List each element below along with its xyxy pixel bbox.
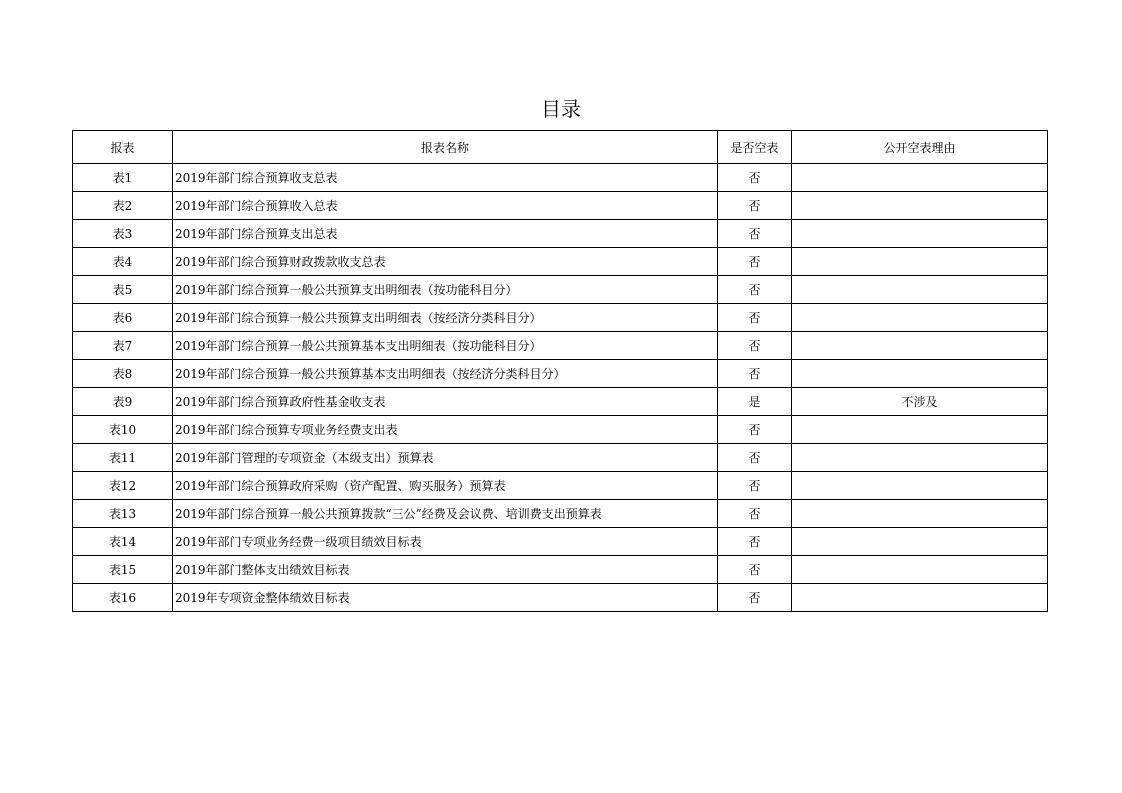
report-name-cell: 2019年专项资金整体绩效目标表 [173, 584, 718, 612]
reason-cell [792, 304, 1048, 332]
reason-cell [792, 584, 1048, 612]
report-id-cell: 表1 [73, 164, 173, 192]
is-empty-cell: 否 [718, 360, 792, 388]
header-reason: 公开空表理由 [792, 131, 1048, 164]
report-name-cell: 2019年部门整体支出绩效目标表 [173, 556, 718, 584]
table-row [73, 444, 1048, 472]
report-name-cell: 2019年部门综合预算收支总表 [173, 164, 718, 192]
report-name-cell: 2019年部门综合预算专项业务经费支出表 [173, 416, 718, 444]
table-row [73, 416, 1048, 444]
table-row [73, 164, 1048, 192]
reason-cell [792, 164, 1048, 192]
report-name-cell: 2019年部门综合预算收入总表 [173, 192, 718, 220]
report-name-cell: 2019年部门综合预算一般公共预算支出明细表（按功能科目分） [173, 276, 718, 304]
table-row [73, 220, 1048, 248]
report-name-cell: 2019年部门综合预算一般公共预算基本支出明细表（按功能科目分） [173, 332, 718, 360]
report-id-cell: 表8 [73, 360, 173, 388]
report-id-cell: 表11 [73, 444, 173, 472]
reason-cell [792, 332, 1048, 360]
report-name-cell: 2019年部门综合预算一般公共预算拨款“三公”经费及会议费、培训费支出预算表 [173, 500, 718, 528]
table-row [73, 276, 1048, 304]
report-id-cell: 表2 [73, 192, 173, 220]
report-id-cell: 表3 [73, 220, 173, 248]
is-empty-cell: 否 [718, 472, 792, 500]
report-id-cell: 表6 [73, 304, 173, 332]
header-is-empty: 是否空表 [718, 131, 792, 164]
page-title: 目录 [541, 97, 581, 121]
is-empty-cell: 否 [718, 444, 792, 472]
toc-table [72, 130, 1048, 612]
reason-cell [792, 556, 1048, 584]
table-row [73, 500, 1048, 528]
is-empty-cell: 否 [718, 192, 792, 220]
reason-cell [792, 416, 1048, 444]
reason-cell [792, 444, 1048, 472]
report-id-cell: 表4 [73, 248, 173, 276]
report-name-cell: 2019年部门综合预算财政拨款收支总表 [173, 248, 718, 276]
report-name-cell: 2019年部门综合预算支出总表 [173, 220, 718, 248]
table-row [73, 192, 1048, 220]
is-empty-cell: 否 [718, 276, 792, 304]
table-row [73, 584, 1048, 612]
reason-cell [792, 220, 1048, 248]
is-empty-cell: 否 [718, 332, 792, 360]
table-row [73, 472, 1048, 500]
table-header-row [73, 131, 1048, 164]
table-row [73, 332, 1048, 360]
reason-cell: 不涉及 [792, 388, 1048, 416]
reason-cell [792, 360, 1048, 388]
report-id-cell: 表14 [73, 528, 173, 556]
header-report-name: 报表名称 [173, 131, 718, 164]
is-empty-cell: 否 [718, 500, 792, 528]
report-id-cell: 表13 [73, 500, 173, 528]
reason-cell [792, 248, 1048, 276]
reason-cell [792, 472, 1048, 500]
report-id-cell: 表10 [73, 416, 173, 444]
is-empty-cell: 否 [718, 556, 792, 584]
table-row [73, 360, 1048, 388]
reason-cell [792, 500, 1048, 528]
report-name-cell: 2019年部门综合预算一般公共预算支出明细表（按经济分类科目分） [173, 304, 718, 332]
header-report-id: 报表 [73, 131, 173, 164]
table-row [73, 556, 1048, 584]
is-empty-cell: 否 [718, 528, 792, 556]
report-name-cell: 2019年部门综合预算一般公共预算基本支出明细表（按经济分类科目分） [173, 360, 718, 388]
table-row [73, 304, 1048, 332]
is-empty-cell: 是 [718, 388, 792, 416]
reason-cell [792, 192, 1048, 220]
report-name-cell: 2019年部门综合预算政府性基金收支表 [173, 388, 718, 416]
table-body [73, 164, 1048, 612]
is-empty-cell: 否 [718, 164, 792, 192]
report-id-cell: 表15 [73, 556, 173, 584]
is-empty-cell: 否 [718, 584, 792, 612]
report-id-cell: 表16 [73, 584, 173, 612]
report-name-cell: 2019年部门综合预算政府采购（资产配置、购买服务）预算表 [173, 472, 718, 500]
table-row [73, 528, 1048, 556]
report-name-cell: 2019年部门管理的专项资金（本级支出）预算表 [173, 444, 718, 472]
is-empty-cell: 否 [718, 220, 792, 248]
is-empty-cell: 否 [718, 304, 792, 332]
is-empty-cell: 否 [718, 248, 792, 276]
reason-cell [792, 528, 1048, 556]
reason-cell [792, 276, 1048, 304]
report-id-cell: 表5 [73, 276, 173, 304]
table-row [73, 388, 1048, 416]
report-id-cell: 表9 [73, 388, 173, 416]
report-id-cell: 表12 [73, 472, 173, 500]
report-name-cell: 2019年部门专项业务经费一级项目绩效目标表 [173, 528, 718, 556]
table-row [73, 248, 1048, 276]
report-id-cell: 表7 [73, 332, 173, 360]
is-empty-cell: 否 [718, 416, 792, 444]
